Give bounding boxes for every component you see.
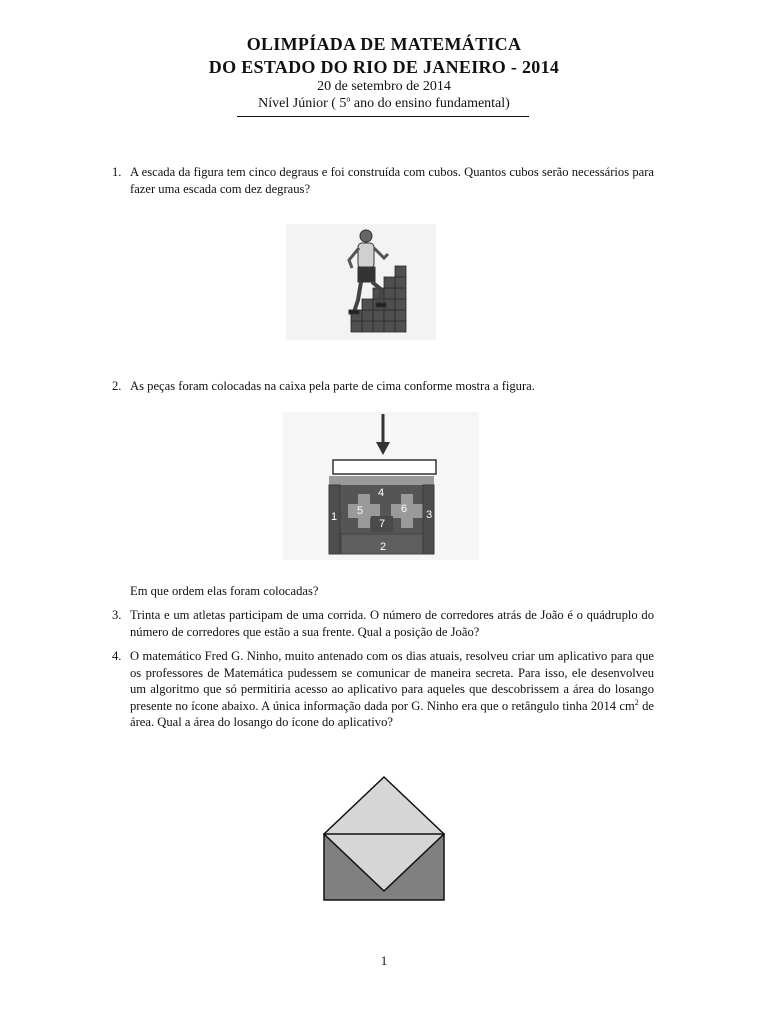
question-3 — [112, 607, 654, 640]
box-figure — [283, 412, 479, 560]
exam-title-line-1: OLIMPÍADA DE MATEMÁTICA — [246, 34, 522, 54]
stair-cube — [395, 310, 406, 321]
question-2 — [112, 378, 654, 395]
stairs-illustration — [286, 224, 436, 340]
question-4-text-part-2: de área. Qual a área do losango do ícone do aplicativo? — [130, 698, 654, 729]
label-3: 3 — [425, 509, 433, 521]
question-2-followup: Em que ordem elas foram colocadas? — [130, 584, 319, 598]
stair-cube — [362, 299, 373, 310]
exam-title-line-2: DO ESTADO DO RIO DE JANEIRO - 2014 — [208, 57, 560, 77]
stairs-figure — [286, 224, 436, 340]
stair-cube — [384, 321, 395, 332]
question-4-text-part-1: O matemático Fred G. Ninho, muito antenado com os dias atuais, resolveu criar um aplicativo para que os professores de Matemática pudessem se comunicar de maneira secreta. Para isso, ele desenvolveu um algoritmo que só permitiria acesso ao aplicativo para aqueles que descobrissem a área do losango presente no ícone abaixo. A única informação dada por G. Ninho era que o retângulo tinha 2014 cm — [130, 649, 654, 713]
question-1-text: A escada da figura tem cinco degraus e foi construída com cubos. Quantos cubos serão necessários para fazer uma escada com dez degraus? — [130, 165, 654, 196]
page-number: 1 — [380, 953, 388, 968]
stair-cube — [395, 299, 406, 310]
arrow-head-icon — [376, 442, 390, 455]
label-5: 5 — [356, 505, 364, 517]
stair-cube — [384, 277, 395, 288]
question-3-text: Trinta e um atletas participam de uma corrida. O número de corredores atrás de João é o quádruplo do número de corredores que estão a sua frente. Qual a posição de João? — [130, 608, 654, 639]
stair-cube — [384, 288, 395, 299]
level-superscript: o — [346, 94, 351, 104]
label-6: 6 — [400, 503, 408, 515]
label-7: 7 — [378, 518, 386, 530]
question-4-number: 4. — [112, 649, 122, 663]
label-4: 4 — [377, 487, 385, 499]
question-2-text: As peças foram colocadas na caixa pela parte de cima conforme mostra a figura. — [130, 379, 535, 393]
question-4 — [112, 648, 654, 731]
level-underline — [237, 116, 529, 117]
stair-cube — [373, 310, 384, 321]
question-3-number: 3. — [112, 608, 122, 622]
top-band — [329, 476, 434, 485]
stair-cube — [362, 321, 373, 332]
exam-date: 20 de setembro de 2014 — [317, 79, 451, 94]
stair-cube — [395, 321, 406, 332]
question-1 — [112, 164, 654, 197]
question-2-number: 2. — [112, 379, 122, 393]
box-illustration — [283, 412, 479, 560]
question-4-superscript: 2 — [634, 697, 639, 707]
stair-cube — [395, 288, 406, 299]
stair-cube — [351, 321, 362, 332]
box-lid — [333, 460, 436, 474]
exam-level — [0, 96, 768, 112]
stair-cube — [362, 310, 373, 321]
envelope-illustration — [320, 774, 450, 904]
level-prefix: Nível Júnior ( 5 — [258, 96, 347, 111]
label-2: 2 — [379, 541, 387, 553]
stair-cube — [395, 277, 406, 288]
stair-cube — [384, 310, 395, 321]
stair-cube — [395, 266, 406, 277]
label-1: 1 — [330, 511, 338, 523]
question-1-number: 1. — [112, 165, 122, 179]
level-suffix: ano do ensino fundamental) — [350, 96, 510, 111]
stair-cube — [373, 321, 384, 332]
envelope-figure — [320, 774, 450, 904]
